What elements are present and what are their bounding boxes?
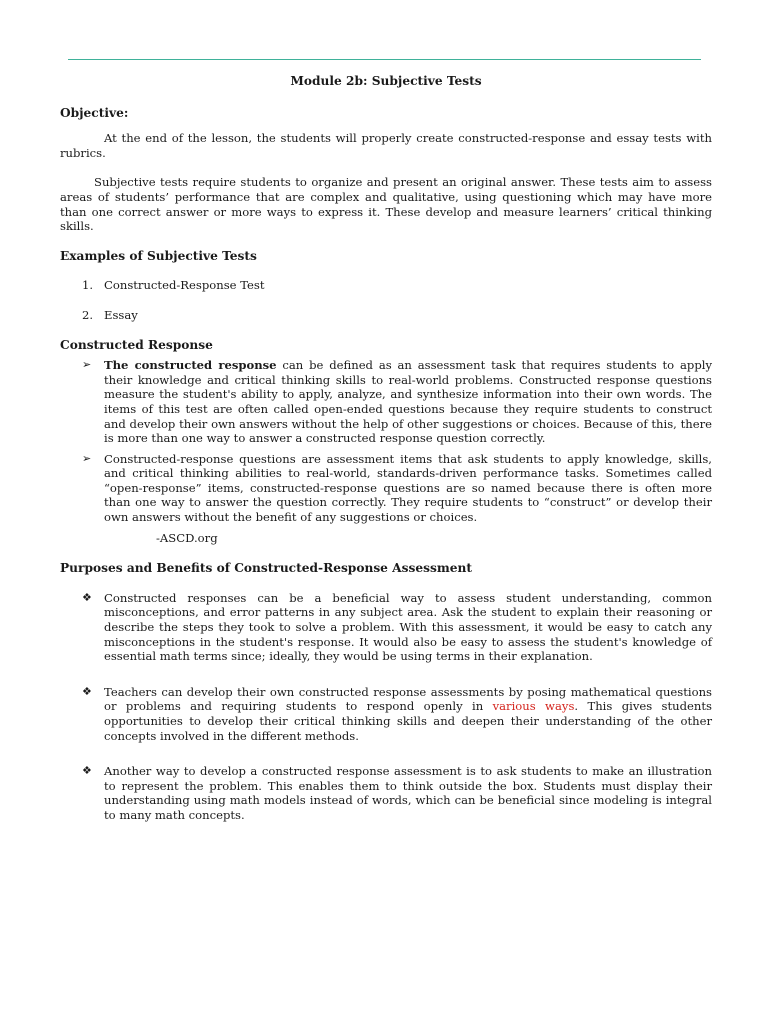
objective-text: At the end of the lesson, the students will properly create constructed-response and essay tests with rubrics. bbox=[60, 131, 712, 160]
constructed-response-heading: Constructed Response bbox=[60, 337, 213, 352]
list-item bbox=[60, 308, 712, 323]
bullet-text-rest: can be defined as an assessment task that requires students to apply their knowledge and critical thinking skills to real-world problems. Constructed response questions measure the student's ability to apply, analyze, and synthesize information into their own words. The items of this test are often called open-ended questions because they require students to construct and develop their own answers without the help of other suggestions or choices. Because of this, there is more than one way to answer a constructed response question correctly. bbox=[104, 358, 713, 446]
arrow-bullet-icon: ➢ bbox=[82, 358, 92, 372]
bullet-text bbox=[104, 685, 712, 743]
bullet-text: Constructed-response questions are assessment items that ask students to apply knowledge, skills, and critical thinking abilities to real-world, standards-driven performance tasks. Sometimes called “open-response” items, constructed-response questions are so named because there is often more than one way to answer the question correctly. They require students to “construct” or develop their own answers without the benefit of any suggestions or choices. bbox=[104, 451, 712, 525]
objective-heading: Objective: bbox=[60, 105, 129, 120]
list-number: 2. bbox=[82, 307, 94, 322]
list-item bbox=[60, 358, 712, 446]
bullet-text: Constructed responses can be a beneficial way to assess student understanding, common misconceptions, and error patterns in any subject area. Ask the student to explain their reasoning or describe the steps they took to solve a problem. With this assessment, it would be easy to catch any misconceptions in the student's response. It would also be easy to assess the student's knowledge of essential math terms since; ideally, they would be using terms in their explanation. bbox=[104, 590, 712, 664]
list-item bbox=[60, 278, 712, 293]
list-item bbox=[60, 452, 712, 525]
bullet-text bbox=[104, 358, 712, 446]
arrow-bullet-icon: ➢ bbox=[82, 451, 92, 465]
purposes-bullets bbox=[60, 591, 712, 823]
bullet-text-part: . This gives students opportunities to develop their critical thinking skills and deepen their understanding of the other concepts involved in the different methods. bbox=[104, 699, 712, 743]
source-citation: -ASCD.org bbox=[156, 530, 218, 545]
page-title: Module 2b: Subjective Tests bbox=[290, 74, 482, 88]
list-label: Essay bbox=[104, 307, 138, 322]
intro-paragraph: Subjective tests require students to organize and present an original answer. These tests aim to assess areas of students’ performance that are complex and qualitative, using questioning which may have more than one correct answer or more ways to express it. These develop and measure learners’ critical thinking skills. bbox=[60, 175, 712, 234]
document-page bbox=[60, 74, 712, 823]
list-item bbox=[60, 591, 712, 664]
examples-heading: Examples of Subjective Tests bbox=[60, 248, 257, 263]
diamond-bullet-icon: ❖ bbox=[82, 590, 92, 604]
list-item bbox=[60, 764, 712, 822]
constructed-response-bullets bbox=[60, 358, 712, 525]
list-item bbox=[60, 685, 712, 743]
list-number: 1. bbox=[82, 278, 94, 293]
bold-term: The constructed response bbox=[104, 358, 277, 373]
purposes-heading: Purposes and Benefits of Constructed-Response Assessment bbox=[60, 561, 472, 576]
bullet-text: Another way to develop a constructed response assessment is to ask students to make an illustration to represent the problem. This enables them to think outside the box. Students must display their understanding using math models instead of words, which can be beneficial since modeling is integral to many math concepts. bbox=[104, 764, 712, 822]
bullet-text-part: Teachers can develop their own constructed response assessments by posing mathematical questions or problems and requiring students to respond openly in bbox=[104, 684, 712, 714]
diamond-bullet-icon: ❖ bbox=[82, 764, 92, 778]
header-rule bbox=[68, 59, 701, 60]
examples-list bbox=[60, 278, 712, 322]
diamond-bullet-icon: ❖ bbox=[82, 684, 92, 698]
highlighted-phrase: various ways bbox=[492, 699, 575, 714]
list-label: Constructed-Response Test bbox=[104, 278, 265, 293]
